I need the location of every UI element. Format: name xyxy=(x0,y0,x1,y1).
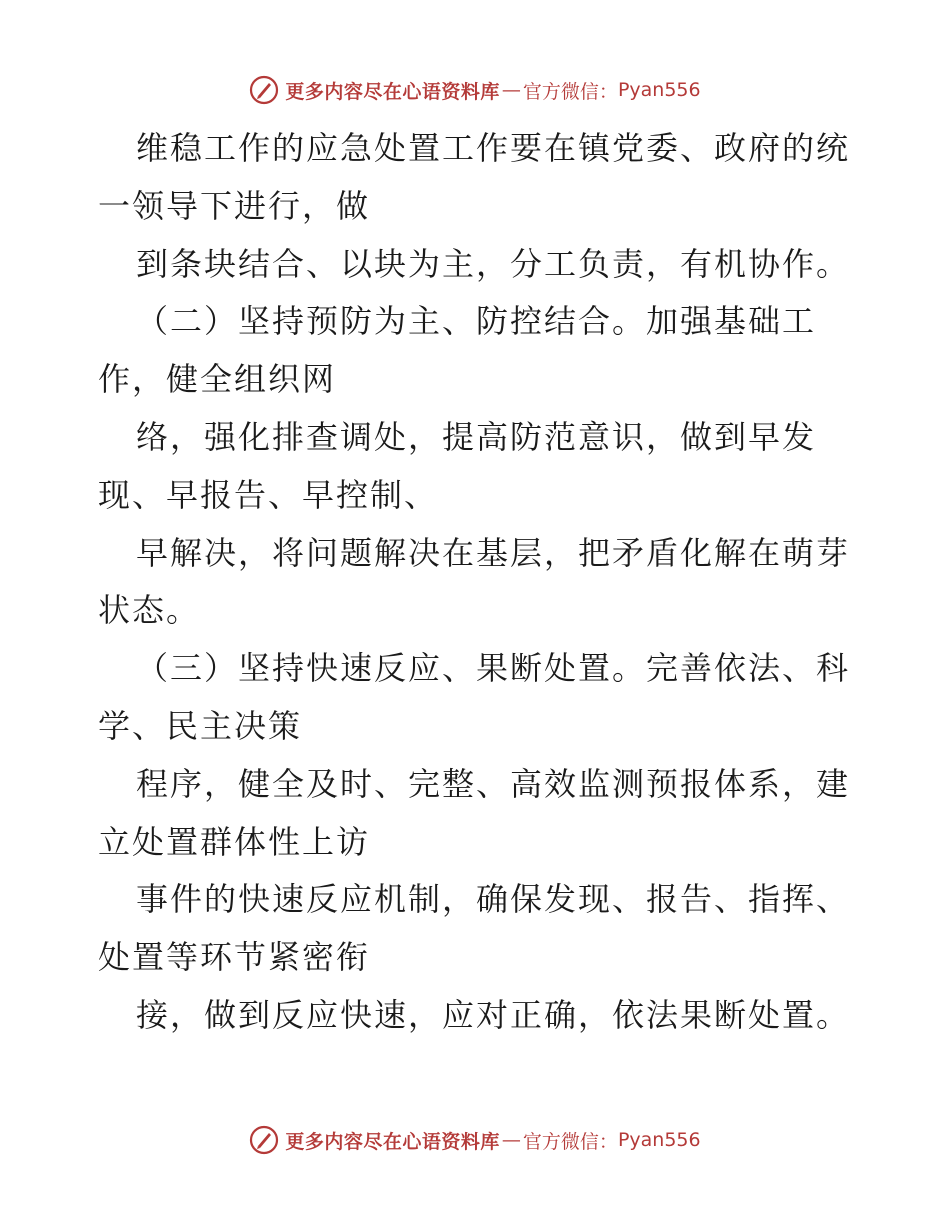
text-line: 立处置群体性上访 xyxy=(98,822,371,861)
banner-main-text: 更多内容尽在心语资料库 xyxy=(285,1130,500,1153)
banner-wechat-id: Pyan556 xyxy=(617,79,701,101)
text-line: 维稳工作的应急处置工作要在镇党委、政府的统 xyxy=(136,129,851,167)
text-line: 作，健全组织网 xyxy=(98,360,337,399)
banner-separator: — xyxy=(501,1129,521,1151)
quill-logo-icon xyxy=(249,75,279,105)
text-line: 程序，健全及时、完整、高效监测预报体系，建 xyxy=(136,764,851,803)
text-line: 接，做到反应快速，应对正确，依法果断处置。 xyxy=(136,995,851,1034)
text-line: 现、早报告、早控制、 xyxy=(98,475,439,514)
text-line: 状态。 xyxy=(98,591,201,630)
header-watermark-banner xyxy=(0,70,950,110)
text-line: 一领导下进行，做 xyxy=(98,186,371,225)
banner-separator: — xyxy=(501,79,521,101)
banner-wechat-label: 官方微信： xyxy=(522,80,618,103)
text-line: （二）坚持预防为主、防控结合。加强基础工 xyxy=(136,302,817,341)
text-line: 络，强化排查调处，提高防范意识，做到早发 xyxy=(136,417,817,456)
footer-watermark-banner xyxy=(0,1120,950,1160)
document-body xyxy=(98,120,858,1045)
banner-wechat-label: 官方微信： xyxy=(522,1130,618,1153)
text-line: （三）坚持快速反应、果断处置。完善依法、科 xyxy=(136,649,851,688)
text-line: 处置等环节紧密衔 xyxy=(98,938,371,977)
text-line: 事件的快速反应机制，确保发现、报告、指挥、 xyxy=(136,880,851,919)
banner-main-text: 更多内容尽在心语资料库 xyxy=(285,80,500,103)
text-line: 早解决，将问题解决在基层，把矛盾化解在萌芽 xyxy=(136,533,851,572)
quill-logo-icon xyxy=(249,1125,279,1155)
banner-wechat-id: Pyan556 xyxy=(617,1129,701,1151)
text-line: 到条块结合、以块为主，分工负责，有机协作。 xyxy=(136,244,851,283)
text-line: 学、民主决策 xyxy=(98,706,303,745)
